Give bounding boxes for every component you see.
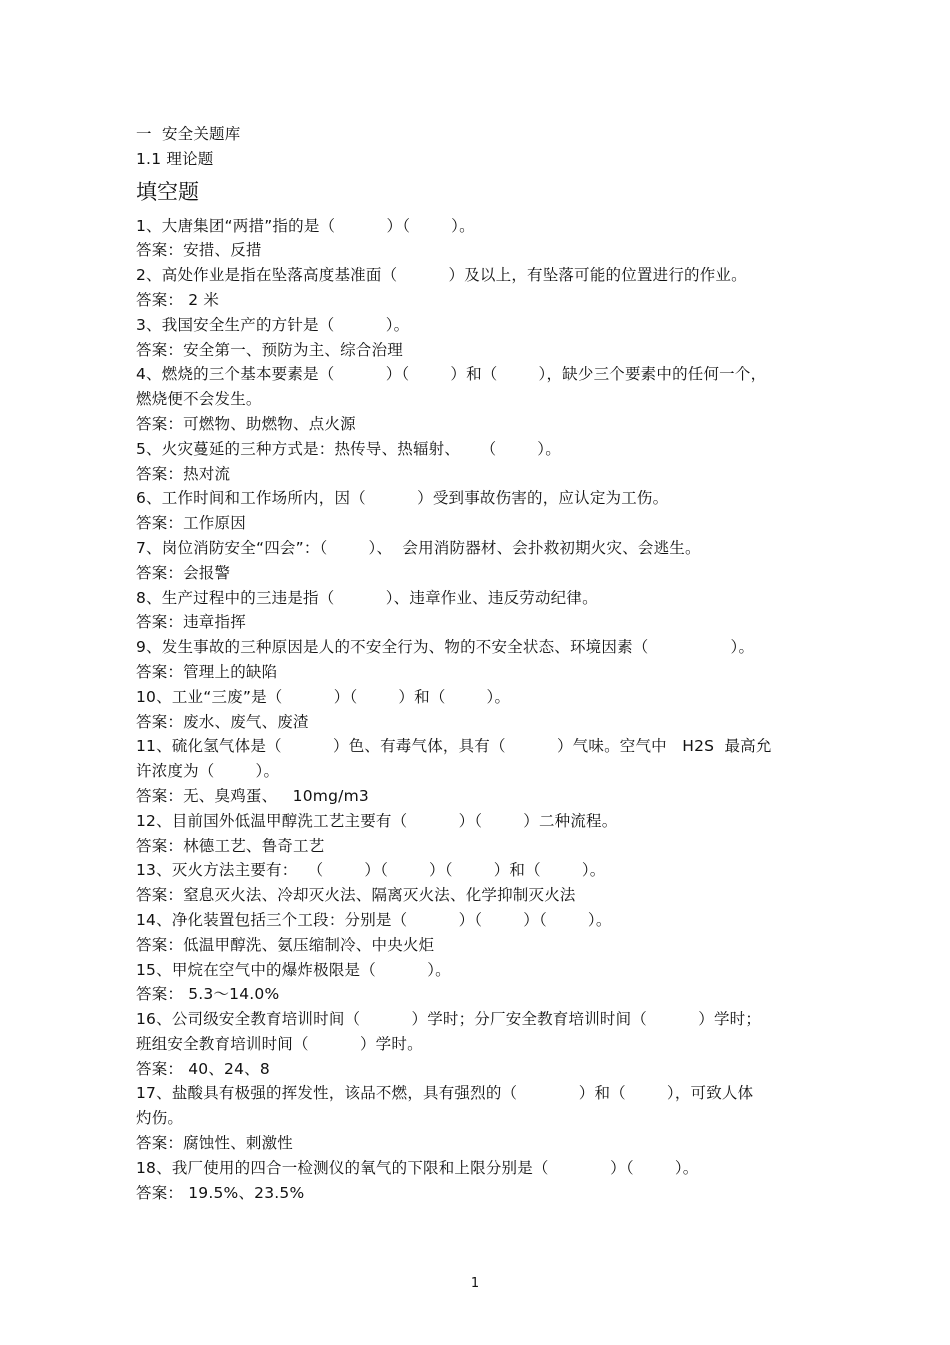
subsection-title: 1.1 理论题 <box>136 149 214 168</box>
section-title: 一 安全关题库 <box>136 125 241 143</box>
answer-line: 答案： 2 米 <box>136 290 220 309</box>
question-line: 3、我国安全生产的方针是（ ）。 <box>136 315 410 334</box>
question-line: 8、生产过程中的三违是指（ ）、违章作业、违反劳动纪律。 <box>136 588 598 607</box>
answer-line: 答案：管理上的缺陷 <box>136 662 278 681</box>
question-line: 16、公司级安全教育培训时间（ ）学时；分厂安全教育培训时间（ ）学时； <box>136 1010 762 1029</box>
question-line: 10、工业“三废”是（ ）（ ）和（ ）。 <box>136 687 511 706</box>
answer-line: 答案：无、臭鸡蛋、 10mg/m3 <box>136 786 369 805</box>
question-line: 13、灭火方法主要有： （ ）（ ）（ ）和（ ）。 <box>136 861 606 880</box>
question-line: 17、盐酸具有极强的挥发性，该品不燃，具有强烈的（ ）和（ ），可致人体 <box>136 1084 754 1103</box>
question-line: 14、净化装置包括三个工段：分别是（ ）（ ）（ ）。 <box>136 910 612 929</box>
question-line-continuation: 燃烧便不会发生。 <box>136 390 262 409</box>
question-line: 6、工作时间和工作场所内，因（ ）受到事故伤害的，应认定为工伤。 <box>136 489 669 508</box>
question-line: 5、火灾蔓延的三种方式是：热传导、热辐射、 （ ）。 <box>136 439 561 458</box>
answer-line: 答案：热对流 <box>136 464 231 483</box>
answer-line: 答案：腐蚀性、刺激性 <box>136 1134 294 1153</box>
answer-line: 答案： 40、24、8 <box>136 1059 270 1078</box>
question-line: 9、发生事故的三种原因是人的不安全行为、物的不安全状态、环境因素（ ）。 <box>136 638 755 657</box>
answer-line: 答案：废水、废气、废渣 <box>136 712 309 731</box>
question-line: 15、甲烷在空气中的爆炸极限是（ ）。 <box>136 960 451 979</box>
answer-line: 答案：低温甲醇洗、氨压缩制冷、中央火炬 <box>136 935 435 954</box>
answer-line: 答案： 19.5%、23.5% <box>136 1183 305 1202</box>
question-line-continuation: 许浓度为（ ）。 <box>136 762 280 781</box>
answer-line: 答案：安全第一、预防为主、综合治理 <box>136 340 403 359</box>
question-line-continuation: 班组安全教育培训时间（ ）学时。 <box>136 1034 423 1053</box>
question-line: 4、燃烧的三个基本要素是（ ）（ ）和（ ），缺少三个要素中的任何一个， <box>136 365 767 384</box>
question-line: 1、大唐集团“两措”指的是（ ）（ ）。 <box>136 216 475 235</box>
question-line: 11、硫化氢气体是（ ）色、有毒气体，具有（ ）气味。空气中 H2S 最高允 <box>136 737 772 756</box>
question-type-heading: 填空题 <box>136 179 199 204</box>
question-line: 18、我厂使用的四合一检测仪的氧气的下限和上限分别是（ ）（ ）。 <box>136 1158 699 1177</box>
answer-line: 答案：工作原因 <box>136 514 246 533</box>
question-line: 2、高处作业是指在坠落高度基准面（ ）及以上，有坠落可能的位置进行的作业。 <box>136 266 747 285</box>
answer-line: 答案： 5.3～14.0% <box>136 985 280 1004</box>
answer-line: 答案：会报警 <box>136 563 231 582</box>
question-line: 7、岗位消防安全“四会”：（ ）、 会用消防器材、会扑救初期火灾、会逃生。 <box>136 538 701 557</box>
answer-line: 答案：窒息灭火法、冷却灭火法、隔离灭火法、化学抑制灭火法 <box>136 886 576 905</box>
answer-line: 答案：可燃物、助燃物、点火源 <box>136 414 356 433</box>
document-body <box>136 122 836 1205</box>
question-line: 12、目前国外低温甲醇洗工艺主要有（ ）（ ）二种流程。 <box>136 811 618 830</box>
answer-line: 答案：违章指挥 <box>136 613 246 632</box>
page-number: 1 <box>470 1276 480 1291</box>
question-line-continuation: 灼伤。 <box>136 1109 184 1128</box>
answer-line: 答案：安措、反措 <box>136 241 262 260</box>
answer-line: 答案：林德工艺、鲁奇工艺 <box>136 836 325 855</box>
